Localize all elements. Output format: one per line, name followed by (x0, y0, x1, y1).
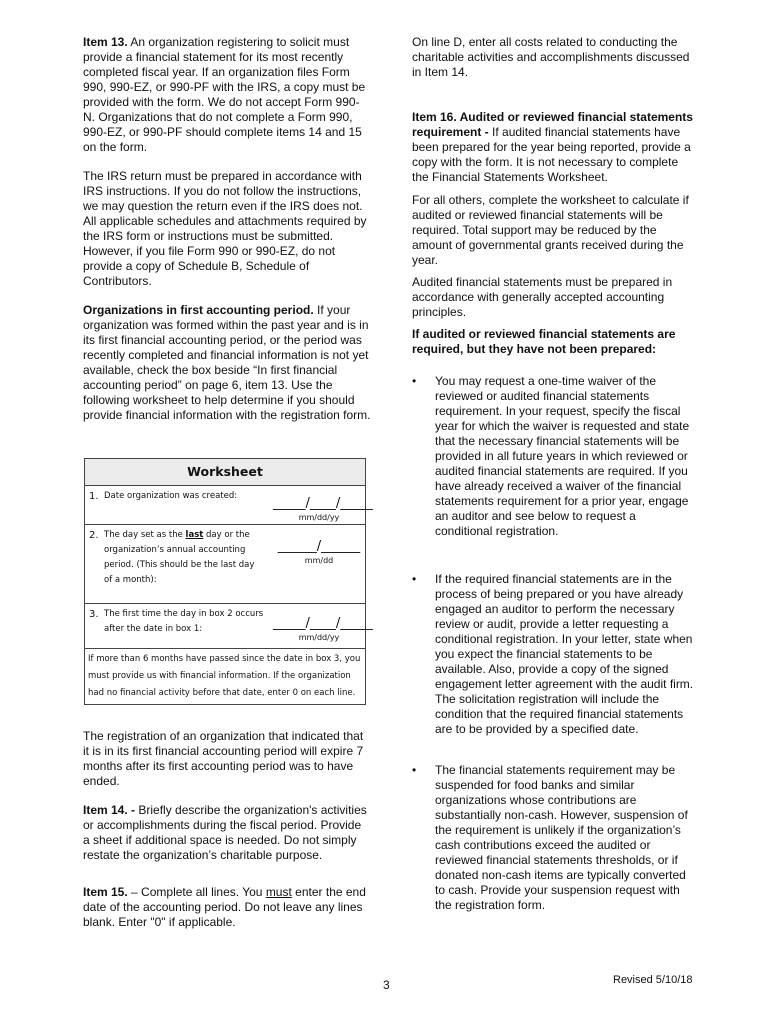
worksheet-date-field[interactable] (273, 496, 373, 524)
worksheet-table (84, 458, 373, 705)
revision-date: Revised 5/10/18 (613, 974, 693, 986)
date-entry-line: _____/____/_____ (273, 496, 373, 511)
item-14-heading: Item 14. - (83, 803, 136, 817)
item-16-text: If audited financial statements have been prepared for the year being reported, provide a copy with the form. It is not necessary to complete the Financial Statements Worksheet. (412, 125, 691, 184)
item-16-paragraph (412, 110, 695, 185)
date-format-hint: mm/dd/yy (298, 513, 340, 522)
worksheet-title: Worksheet (85, 459, 365, 486)
list-item-text: You may request a one-time waiver of the reviewed or audited financial statements requirement. In your request, specify the fiscal year for which the waiver is requested and state that the necessary financial statements will be provided in all future years in which reviewed or audited financial statements are required. If you have already received a waiver of the financial statements requirement for a prior year, engage an auditor and see below to request a conditional registration. (435, 374, 690, 538)
item-13-heading: Item 13. (83, 35, 128, 49)
bullet-icon: • (412, 763, 417, 777)
left-column (83, 35, 371, 437)
worksheet-row-number: 1. (89, 491, 99, 502)
label-emphasis: last (185, 530, 204, 540)
first-period-text: If your organization was formed within the past year and is in its first financial accounting period, or the period was recently completed and financial information is not yet available, check the box beside “In first financial accounting period” on page 6, item 13. Use the following worksheet to help determine if you should provide financial information with the registration form. (83, 303, 371, 422)
worksheet-row-1 (85, 486, 373, 525)
worksheet-row-2 (85, 525, 365, 604)
first-period-heading: Organizations in first accounting period. (83, 303, 314, 317)
page-number: 3 (383, 978, 390, 992)
date-entry-line: _____/____/_____ (273, 616, 373, 631)
worksheet-row-label: The first time the day in box 2 occurs after the date in box 1: (104, 609, 264, 634)
worksheet-row-number: 3. (89, 609, 99, 620)
item-15-text-rest: enter the end date of the accounting period. Do not leave any lines blank. Enter "0" if applicable. (83, 885, 366, 929)
item-15-text: – Complete all lines. You (131, 885, 263, 899)
audited-gaap-paragraph: Audited financial statements must be prepared in accordance with generally accepted accounting principles. (412, 275, 673, 319)
left-column-lower (83, 729, 371, 944)
item-15-heading: Item 15. (83, 885, 128, 899)
worksheet-row-3 (85, 604, 373, 649)
worksheet-row-number: 2. (89, 530, 99, 541)
registration-expiry-paragraph: The registration of an organization that indicated that it is in its first financial accounting period will expire 7 months after its first accounting period was to have ended. (83, 729, 364, 788)
first-period-paragraph (83, 303, 371, 423)
list-item (412, 572, 695, 737)
irs-return-paragraph: The IRS return must be prepared in accordance with IRS instructions. If you do not follow the instructions, we may question the return even if the IRS does not. All applicable schedules and attachments required by the IRS form or instructions must be submitted. However, if you file Form 990 or 990-EZ, do not provide a copy of Schedule B, Schedule of Contributors. (83, 169, 367, 288)
worksheet-date-field[interactable] (273, 539, 365, 567)
line-d-paragraph: On line D, enter all costs related to conducting the charitable activities and accomplishments discussed in Item 14. (412, 35, 690, 79)
worksheet-row-label: Date organization was created: (104, 491, 238, 501)
worksheet-date-field[interactable] (273, 616, 373, 644)
item-15-emphasis: must (265, 885, 292, 899)
label-part: The day set as the (104, 530, 183, 540)
worksheet-note: If more than 6 months have passed since the date in box 3, you must provide us with financial information. If the organization had no financial activity before that date, enter 0 on each line. (88, 654, 361, 698)
label-part: day or the organization’s annual accounting period. (This should be the last day of a month): (104, 530, 255, 585)
worksheet-row-label (104, 528, 264, 588)
bullet-icon: • (412, 572, 417, 586)
item-13-paragraph (83, 35, 371, 155)
list-item (412, 763, 695, 913)
item-16-heading: Item 16. Audited or reviewed financial statements requirement - (412, 110, 693, 139)
item-14-paragraph (83, 803, 371, 863)
others-worksheet-paragraph: For all others, complete the worksheet to calculate if audited or reviewed financial statements will be required. Total support may be reduced by the amount of governmental grants received during the year. (412, 193, 689, 267)
list-item (412, 374, 695, 539)
item-13-text: An organization registering to solicit must provide a financial statement for its most recently completed fiscal year. If an organization files Form 990, 990-EZ, or 990-PF with the IRS, a copy must be provided with the form. We do not accept Form 990-N. Organizations that do not complete a Form 990, 990-EZ, or 990-PF should complete items 14 and 15 on the form. (83, 35, 366, 154)
date-entry-line: ______/______ (277, 539, 361, 554)
date-format-hint: mm/dd/yy (298, 633, 340, 642)
list-item-text: If the required financial statements are in the process of being prepared or you have already engaged an auditor to perform the necessary review or audit, provide a letter requesting a conditional registration. In your letter, state when you expect the financial statements to be available. Also, provide a copy of the signed engagement letter agreement with the audit firm. The solicitation registration will include the condition that the required financial statements are to be provided by a specified date. (435, 572, 694, 736)
list-item-text: The financial statements requirement may be suspended for food banks and similar organizations whose contributions are substantially non-cash. However, suspension of the requirement is unlikely if the organization’s cash contributions exceed the audited or reviewed financial statements thresholds, or if donated non-cash items are typically converted to cash. Provide your suspension request with the registration form. (435, 763, 688, 912)
not-prepared-heading: If audited or reviewed financial statements are required, but they have not been prepared: (412, 327, 676, 356)
not-prepared-heading-paragraph (412, 327, 695, 357)
right-column (412, 35, 695, 913)
item-15-paragraph (83, 885, 371, 930)
date-format-hint: mm/dd (304, 556, 334, 565)
item-14-text: Briefly describe the organization's activities or accomplishments during the fiscal period. Provide a sheet if additional space is needed. Do not simply restate the organization’s charitable purpose. (83, 803, 367, 862)
bullet-icon: • (412, 374, 417, 388)
